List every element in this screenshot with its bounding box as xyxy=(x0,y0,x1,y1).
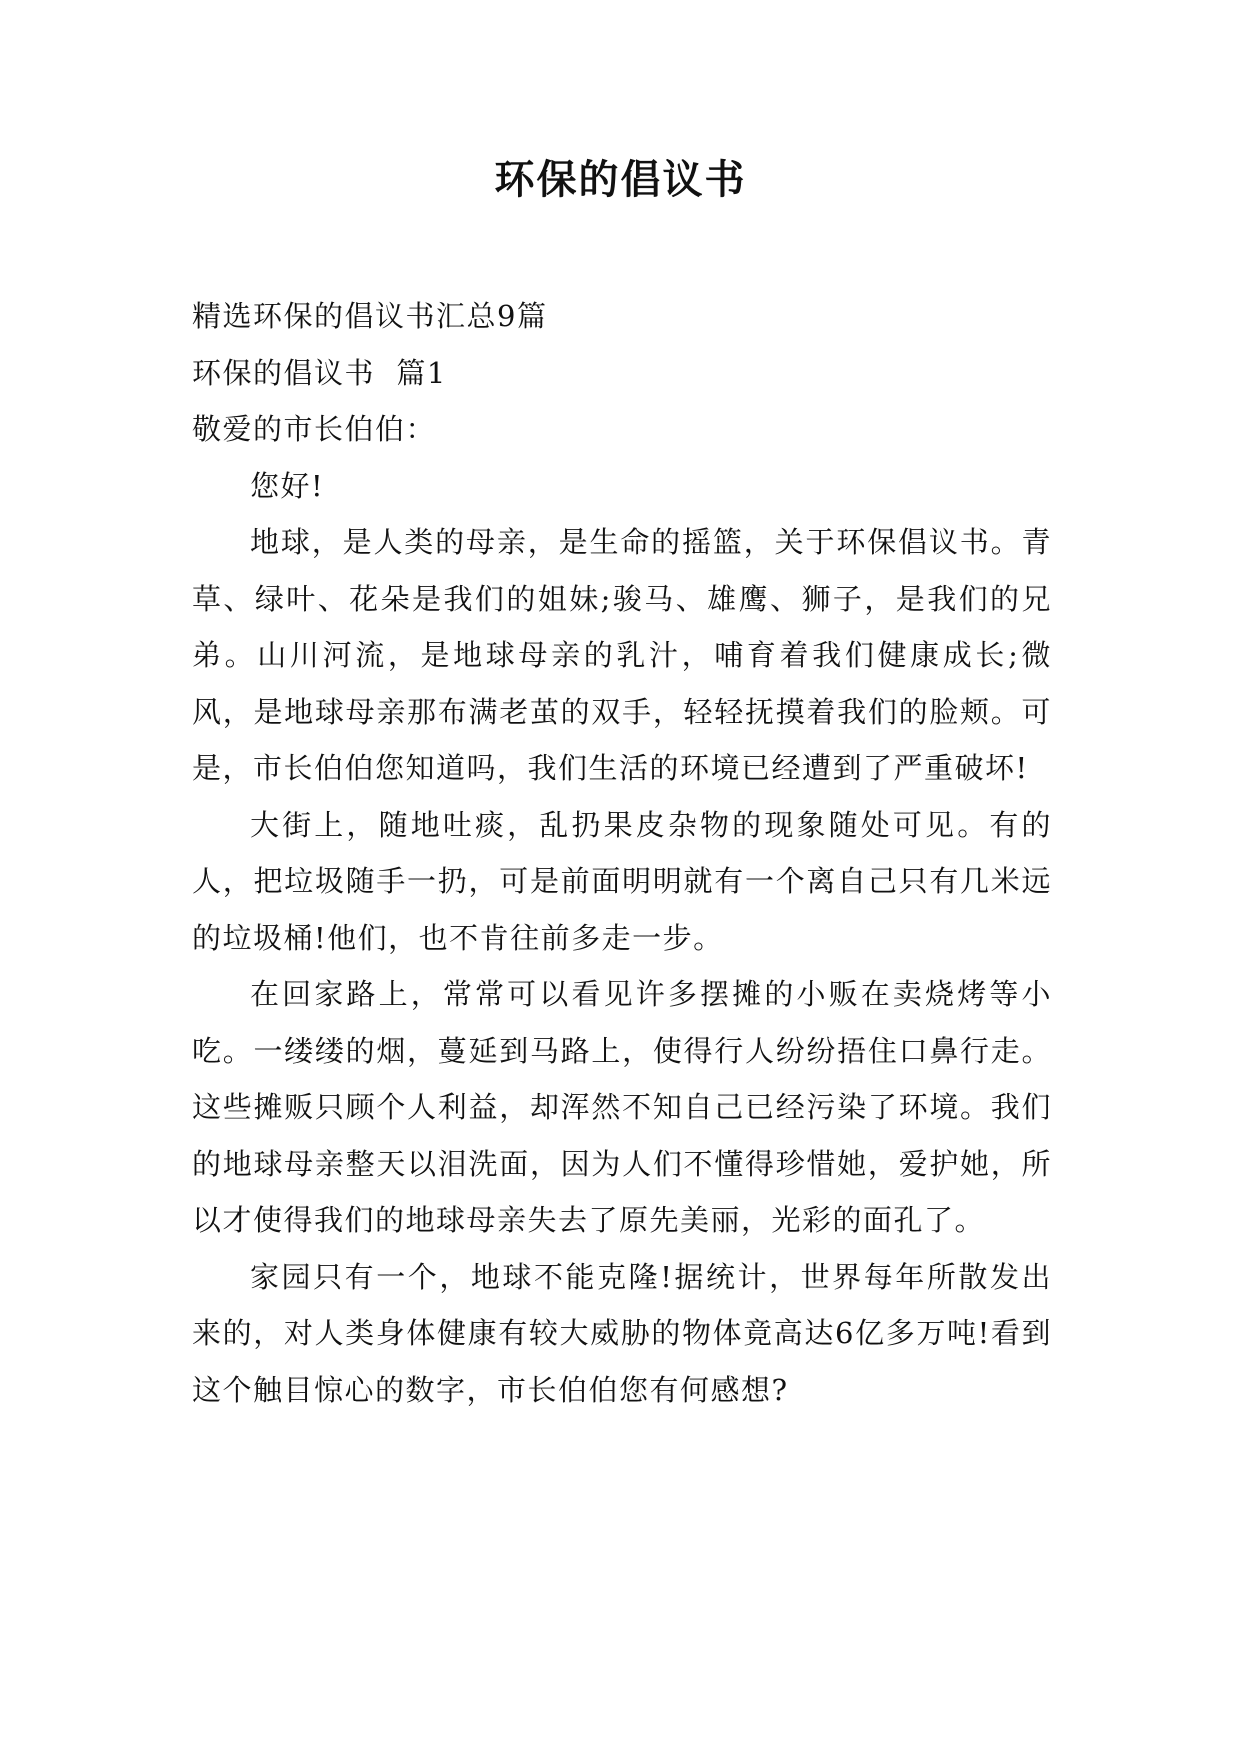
document-title: 环保的倡议书 xyxy=(494,157,747,203)
greeting: 您好! xyxy=(250,468,325,503)
paragraph: 大街上，随地吐痰，乱扔果皮杂物的现象随处可见。有的人，把垃圾随手一扔，可是前面明明就有一个离自己只有几米远的垃圾桶!他们，也不肯往前多走一步。 xyxy=(192,807,1052,955)
paragraph: 家园只有一个，地球不能克隆!据统计，世界每年所散发出来的，对人类身体健康有较大威胁的物体竟高达6亿多万吨!看到这个触目惊心的数字，市长伯伯您有何感想? xyxy=(192,1259,1052,1407)
salutation: 敬爱的市长伯伯： xyxy=(192,412,437,446)
paragraph: 地球，是人类的母亲，是生命的摇篮，关于环保倡议书。青草、绿叶、花朵是我们的姐妹;骏马、雄鹰、狮子，是我们的兄弟。山川河流，是地球母亲的乳汁，哺育着我们健康成长;微风，是地球母亲那布满老茧的双手，轻轻抚摸着我们的脸颊。可是，市长伯伯您知道吗，我们生活的环境已经遭到了严重破坏! xyxy=(192,525,1052,785)
document-body xyxy=(192,288,1052,1418)
document-subtitle: 精选环保的倡议书汇总9篇 xyxy=(192,299,548,333)
paragraph: 在回家路上，常常可以看见许多摆摊的小贩在卖烧烤等小吃。一缕缕的烟，蔓延到马路上，使得行人纷纷捂住口鼻行走。这些摊贩只顾个人利益，却浑然不知自己已经污染了环境。我们的地球母亲整天以泪洗面，因为人们不懂得珍惜她，爱护她，所以才使得我们的地球母亲失去了原先美丽，光彩的面孔了。 xyxy=(192,977,1052,1237)
section-heading: 环保的倡议书 篇1 xyxy=(192,355,447,390)
